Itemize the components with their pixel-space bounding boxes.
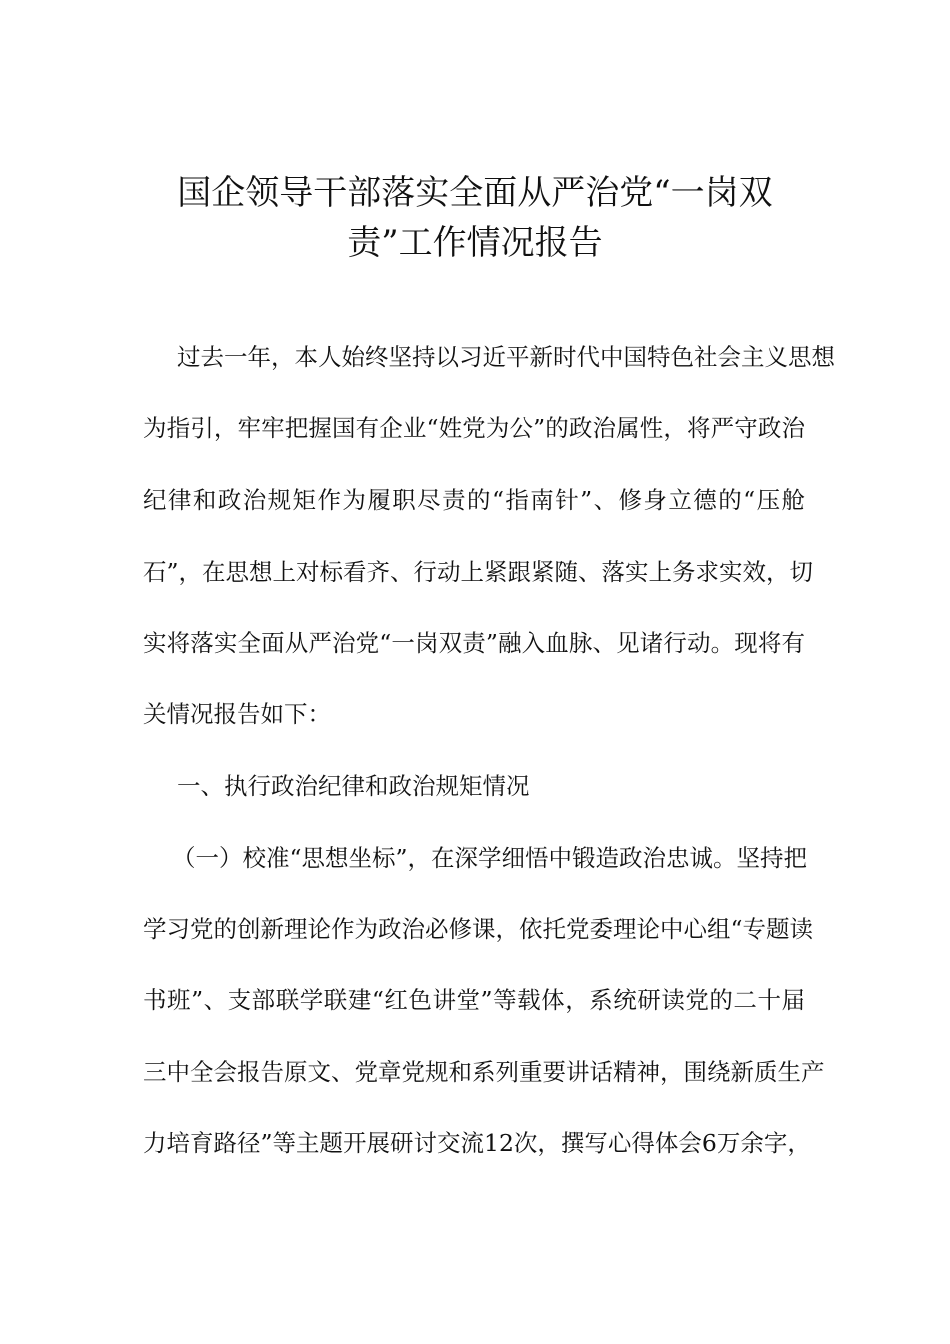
document-title-line-1: 国企领导干部落实全面从严治党“一岗双	[177, 173, 773, 213]
paragraph-line: 力培育路径”等主题开展研讨交流12次，撰写心得体会6万余字，	[143, 1129, 811, 1157]
document-title-line-2: 责”工作情况报告	[347, 223, 603, 263]
section-heading: 一、执行政治纪律和政治规矩情况	[177, 772, 530, 800]
subsection-heading-line: （一）校准“思想坐标”，在深学细悟中锻造政治忠诚。坚持把	[172, 844, 808, 872]
paragraph-line: 为指引，牢牢把握国有企业“姓党为公”的政治属性，将严守政治	[143, 414, 805, 442]
paragraph-line: 学习党的创新理论作为政治必修课，依托党委理论中心组“专题读	[143, 915, 814, 943]
paragraph-line: 书班”、支部联学联建“红色讲堂”等载体，系统研读党的二十届	[143, 986, 805, 1014]
paragraph-line: 纪律和政治规矩作为履职尽责的“指南针”、修身立德的“压舱	[143, 486, 805, 514]
paragraph-line: 石”，在思想上对标看齐、行动上紧跟紧随、落实上务求实效，切	[143, 558, 814, 586]
paragraph-line: 关情况报告如下：	[143, 700, 331, 728]
paragraph-line: 三中全会报告原文、党章党规和系列重要讲话精神，围绕新质生产	[143, 1058, 825, 1086]
paragraph-line: 过去一年，本人始终坚持以习近平新时代中国特色社会主义思想	[177, 343, 835, 371]
paragraph-line: 实将落实全面从严治党“一岗双责”融入血脉、见诸行动。现将有	[143, 629, 805, 657]
